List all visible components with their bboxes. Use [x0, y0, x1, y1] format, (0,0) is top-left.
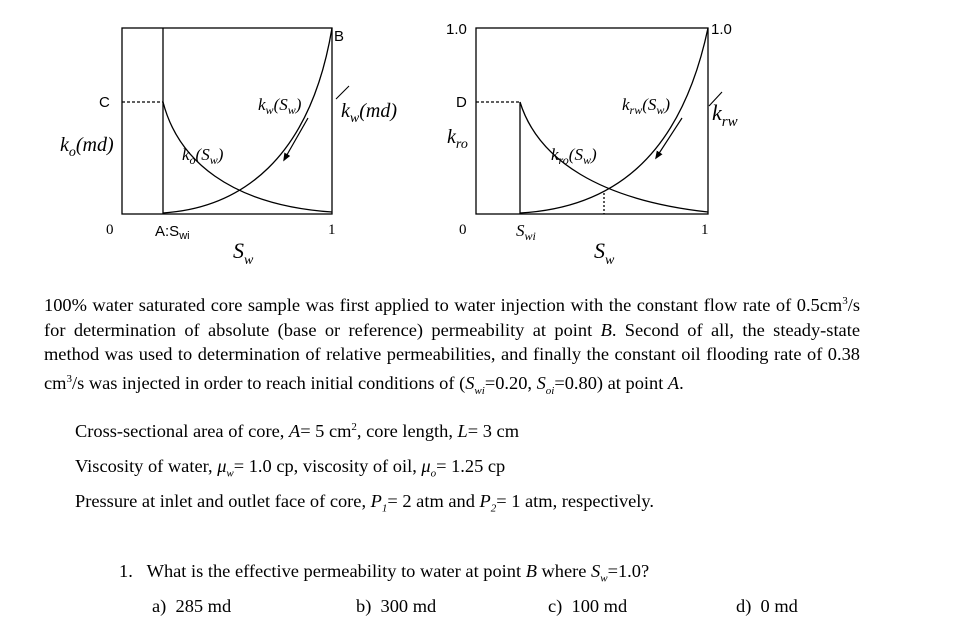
right-plot-frame: [476, 28, 708, 214]
right-krw-arrow: [656, 118, 682, 158]
option-c[interactable]: c) 100 md: [548, 596, 628, 616]
option-b[interactable]: b) 300 md: [356, 596, 437, 616]
right-chart: [446, 21, 738, 268]
left-ko-label: $k_o(S_w)$: [182, 145, 224, 167]
left-tick-swi: $A:S_{wi}$: [155, 223, 190, 242]
right-tick-one: 1: [701, 222, 709, 238]
left-label-b: B: [334, 28, 345, 45]
left-plot-frame: [122, 28, 332, 214]
given-area-length: Cross-sectional area of core, A= 5 $cm^2$, core length, L= 3 cm: [75, 421, 519, 442]
left-ylabel: $k_o(md)$: [60, 134, 114, 160]
left-chart: [60, 28, 397, 268]
right-tick-swi: $S_{wi}$: [516, 221, 536, 243]
right-xlabel: $S_w$: [594, 238, 615, 268]
question-number: 1.: [119, 561, 133, 581]
left-kw-md-label: $k_w(md)$: [341, 100, 397, 126]
right-krw-side-label: $k_{rw}$: [712, 100, 738, 130]
right-label-d: D: [456, 94, 467, 111]
left-kw-label: $k_w(S_w)$: [258, 95, 302, 117]
left-xlabel: $S_w$: [233, 238, 254, 268]
problem-statement: 100% water saturated core sample was first applied to water injection with the constant flow rate of $0.5cm^3/s$ for determination of absolute (base or reference) permeability at point B. Second of all, the steady-state method was used to determination of relative permeabilities, and finally the constant oil flooding rate of 0.38 $cm^3/s$ was injected in order to reach initial conditions of ($S_{wi}=0.20$, $S_{oi}=0.80$) at point A.: [44, 295, 860, 397]
left-tick-one: 1: [328, 222, 336, 238]
left-tick-zero: 0: [106, 222, 114, 238]
question-1: 1. What is the effective permeability to water at point B where $S_w=1.0$?: [119, 561, 650, 585]
right-top-right-label: 1.0: [711, 21, 732, 38]
option-d[interactable]: d) 0 md: [736, 596, 798, 616]
right-ylabel: $k_{ro}$: [447, 126, 468, 152]
figure-pair: [0, 0, 953, 290]
option-a[interactable]: a) 285 md: [152, 596, 232, 616]
left-kw-arrow: [284, 118, 308, 160]
right-kro-label: $k_{ro}(S_w)$: [551, 145, 597, 167]
right-krw-label: $k_{rw}(S_w)$: [622, 95, 671, 117]
given-viscosity: Viscosity of water, $\mu_w= 1.0$ cp, viscosity of oil, $\mu_o= 1.25$ cp: [75, 456, 506, 480]
given-pressure: Pressure at inlet and outlet face of core, $P_1= 2$ atm and $P_2= 1$ atm, respectively.: [75, 491, 655, 515]
right-kro-curve: [520, 102, 708, 212]
right-tick-zero: 0: [459, 222, 467, 238]
left-kw-divider: [336, 86, 349, 99]
left-label-c: C: [99, 94, 110, 111]
right-top-left-label: 1.0: [446, 21, 467, 38]
